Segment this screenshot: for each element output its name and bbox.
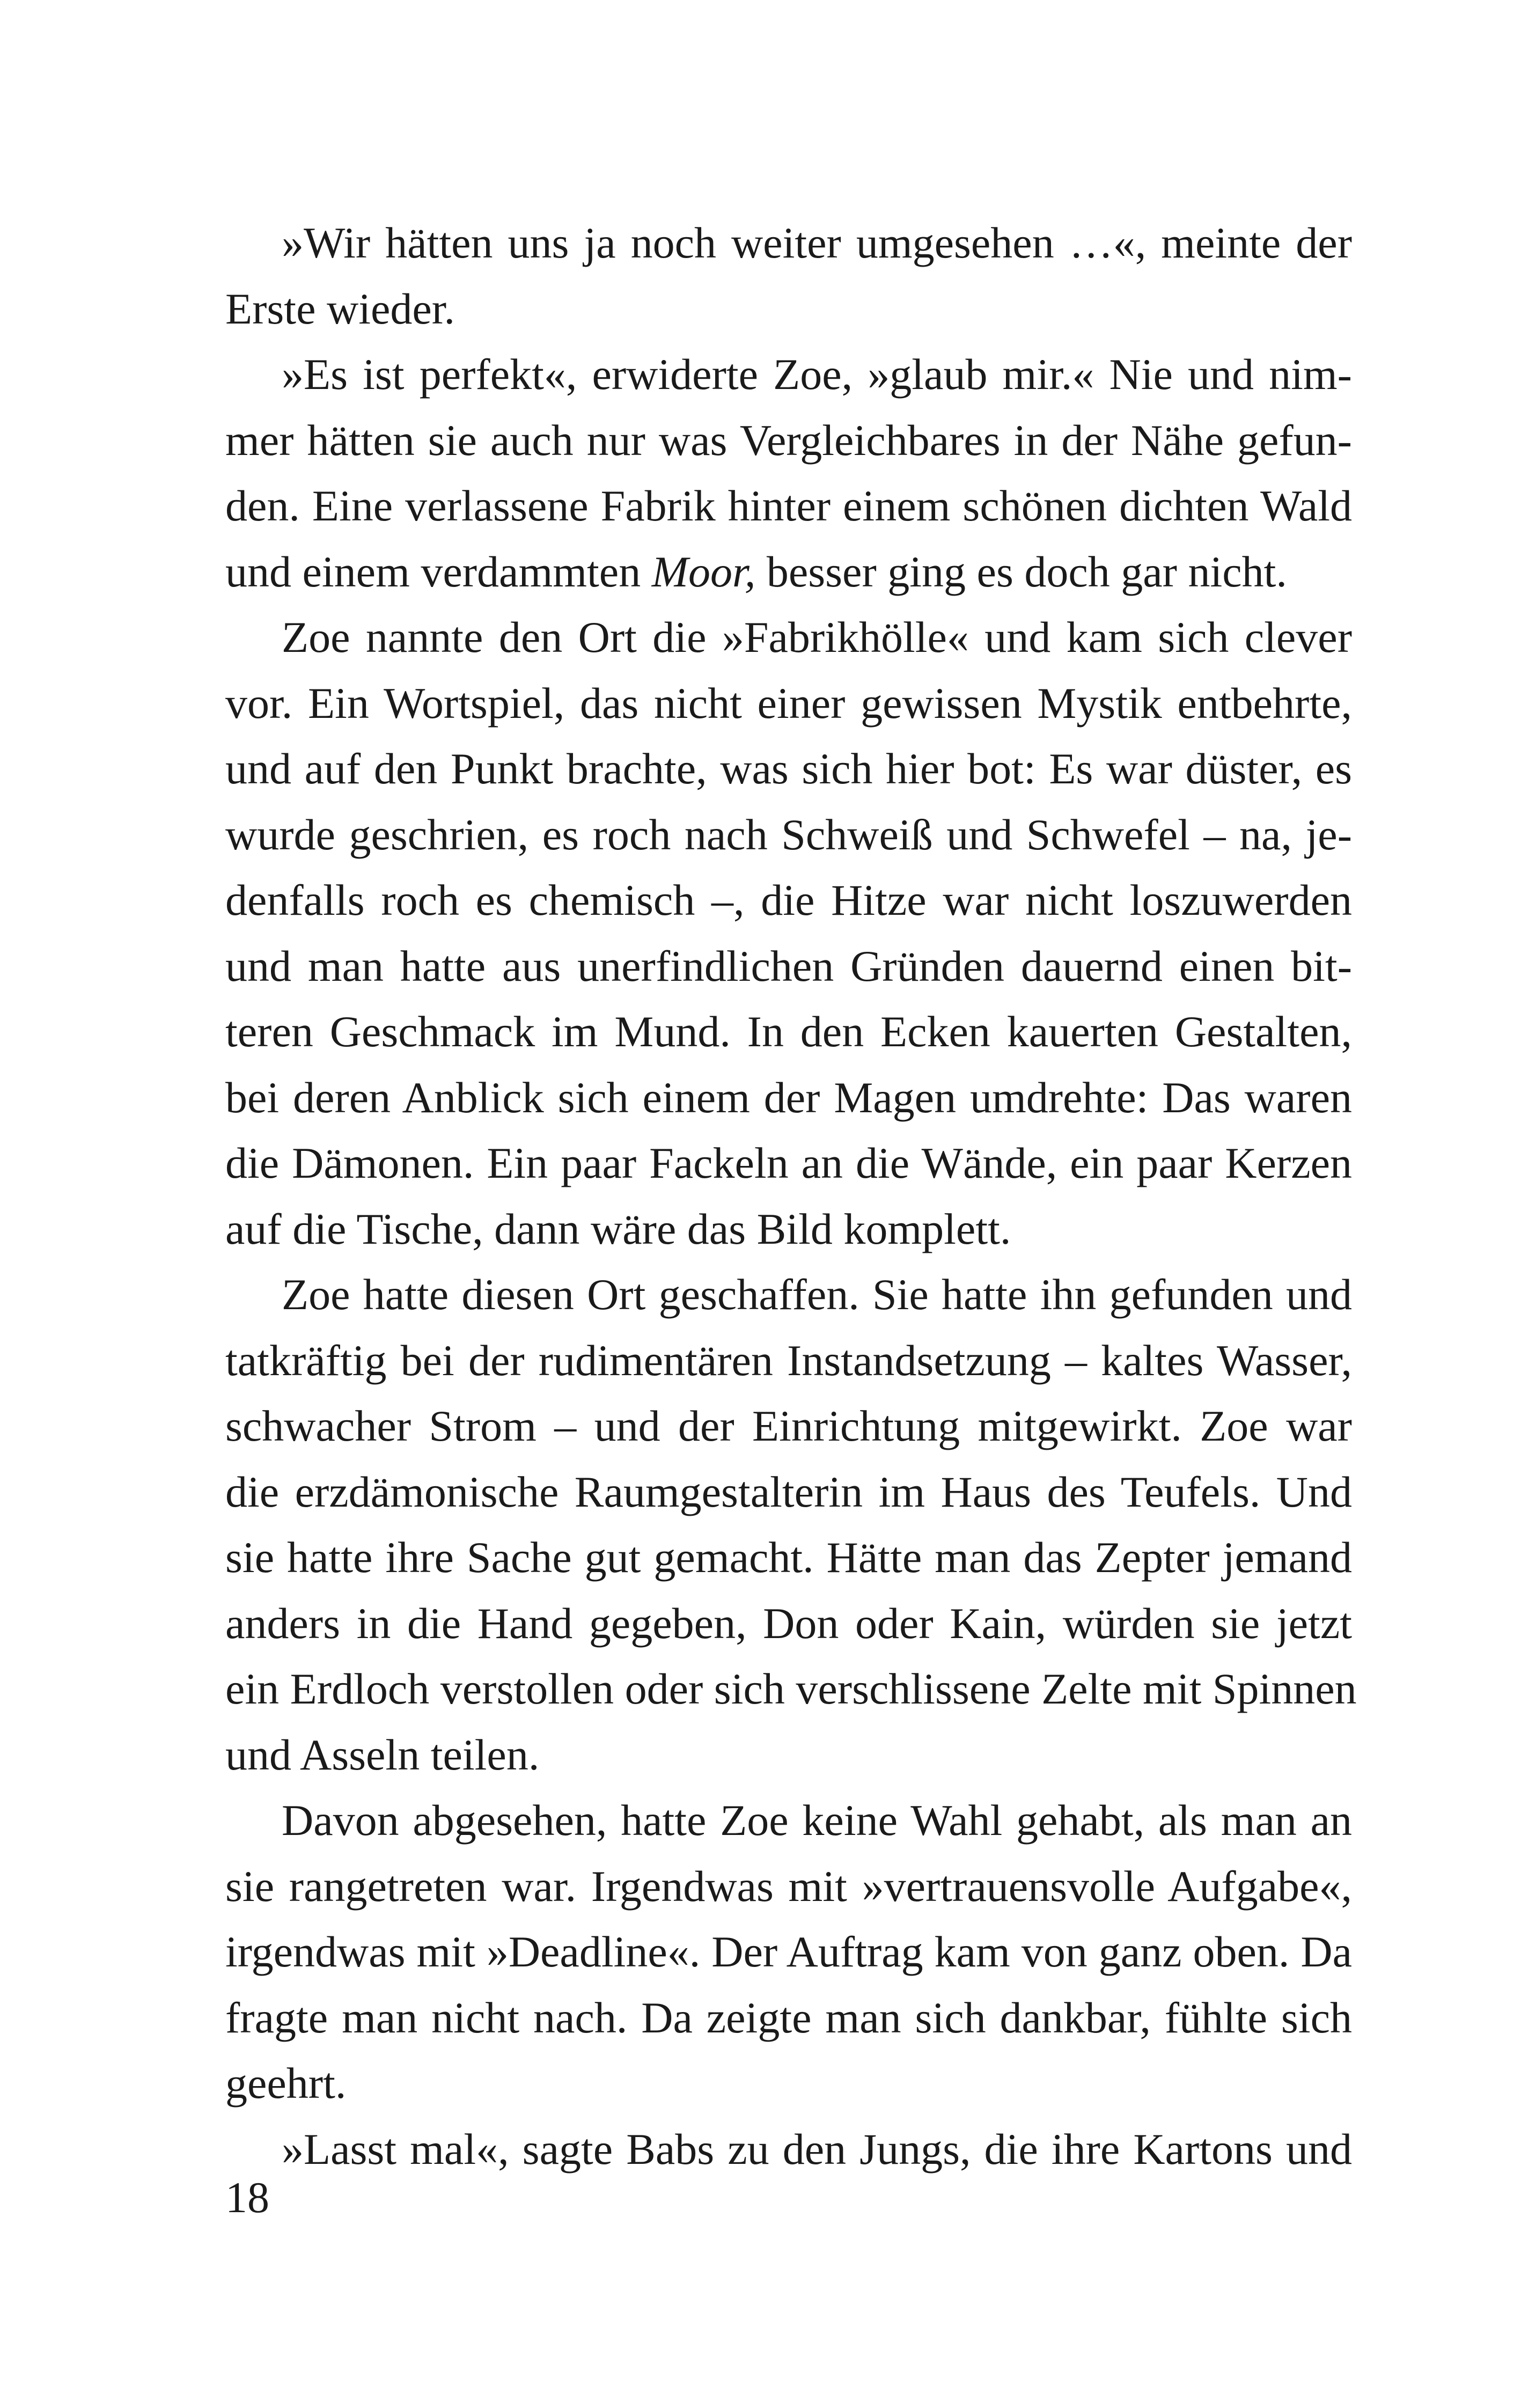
text-line: bei deren Anblick sich einem der Magen umdrehte: Das waren: [225, 1073, 1352, 1122]
text-line: und auf den Punkt brachte, was sich hier bot: Es war düster, es: [225, 744, 1352, 793]
text-line: mer hätten sie auch nur was Vergleichbares in der Nähe gefun-: [225, 415, 1352, 465]
text-line: »Lasst mal«, sagte Babs zu den Jungs, die ihre Kartons und: [282, 2124, 1352, 2174]
text-line: ein Erdloch verstollen oder sich verschlissene Zelte mit Spinnen: [225, 1664, 1357, 1713]
text-line: vor. Ein Wortspiel, das nicht einer gewissen Mystik entbehrte,: [225, 678, 1352, 728]
text-line: irgendwas mit »Deadline«. Der Auftrag kam von ganz oben. Da: [225, 1927, 1352, 1976]
text-line: teren Geschmack im Mund. In den Ecken kauerten Gestalten,: [225, 1007, 1352, 1056]
text-line: die erzdämonische Raumgestalterin im Haus des Teufels. Und: [225, 1467, 1352, 1516]
text-line: die Dämonen. Ein paar Fackeln an die Wände, ein paar Kerzen: [225, 1139, 1352, 1187]
text-line: wurde geschrien, es roch nach Schweiß und Schwefel – na, je-: [225, 810, 1352, 859]
italic-word: Moor,: [651, 547, 756, 596]
text-line: fragte man nicht nach. Da zeigte man sich dankbar, fühlte sich: [225, 1993, 1352, 2042]
text-run: besser ging es doch gar nicht.: [755, 547, 1287, 596]
text-line: auf die Tische, dann wäre das Bild komplett.: [225, 1204, 1011, 1253]
text-line: Erste wieder.: [225, 284, 455, 333]
text-line: Zoe nannte den Ort die »Fabrikhölle« und kam sich clever: [282, 613, 1352, 662]
text-line: denfalls roch es chemisch –, die Hitze war nicht loszuwerden: [225, 876, 1352, 924]
body-text: [225, 210, 1357, 2182]
text-line: »Wir hätten uns ja noch weiter umgesehen …«, meinte der: [282, 218, 1352, 267]
text-line: Davon abgesehen, hatte Zoe keine Wahl gehabt, als man an: [282, 1796, 1352, 1845]
text-line: sie hatte ihre Sache gut gemacht. Hätte man das Zepter jemand: [225, 1533, 1352, 1582]
text-line: geehrt.: [225, 2059, 347, 2108]
text-line: tatkräftig bei der rudimentären Instandsetzung – kaltes Wasser,: [225, 1335, 1352, 1385]
page-number: 18: [225, 2173, 269, 2222]
text-line: anders in die Hand gegeben, Don oder Kain, würden sie jetzt: [225, 1598, 1352, 1648]
text-line: schwacher Strom – und der Einrichtung mitgewirkt. Zoe war: [225, 1401, 1352, 1450]
text-line: und man hatte aus unerfindlichen Gründen dauernd einen bit-: [225, 941, 1352, 990]
text-line: sie rangetreten war. Irgendwas mit »vertrauensvolle Aufgabe«,: [225, 1861, 1352, 1911]
text-line: [225, 539, 1352, 605]
text-line: und Asseln teilen.: [225, 1730, 540, 1779]
text-line: »Es ist perfekt«, erwiderte Zoe, »glaub mir.« Nie und nim-: [282, 350, 1352, 399]
text-run: und einem verdammten: [225, 547, 652, 596]
text-line: Zoe hatte diesen Ort geschaffen. Sie hatte ihn gefunden und: [282, 1270, 1352, 1319]
text-line: den. Eine verlassene Fabrik hinter einem schönen dichten Wald: [225, 481, 1352, 530]
